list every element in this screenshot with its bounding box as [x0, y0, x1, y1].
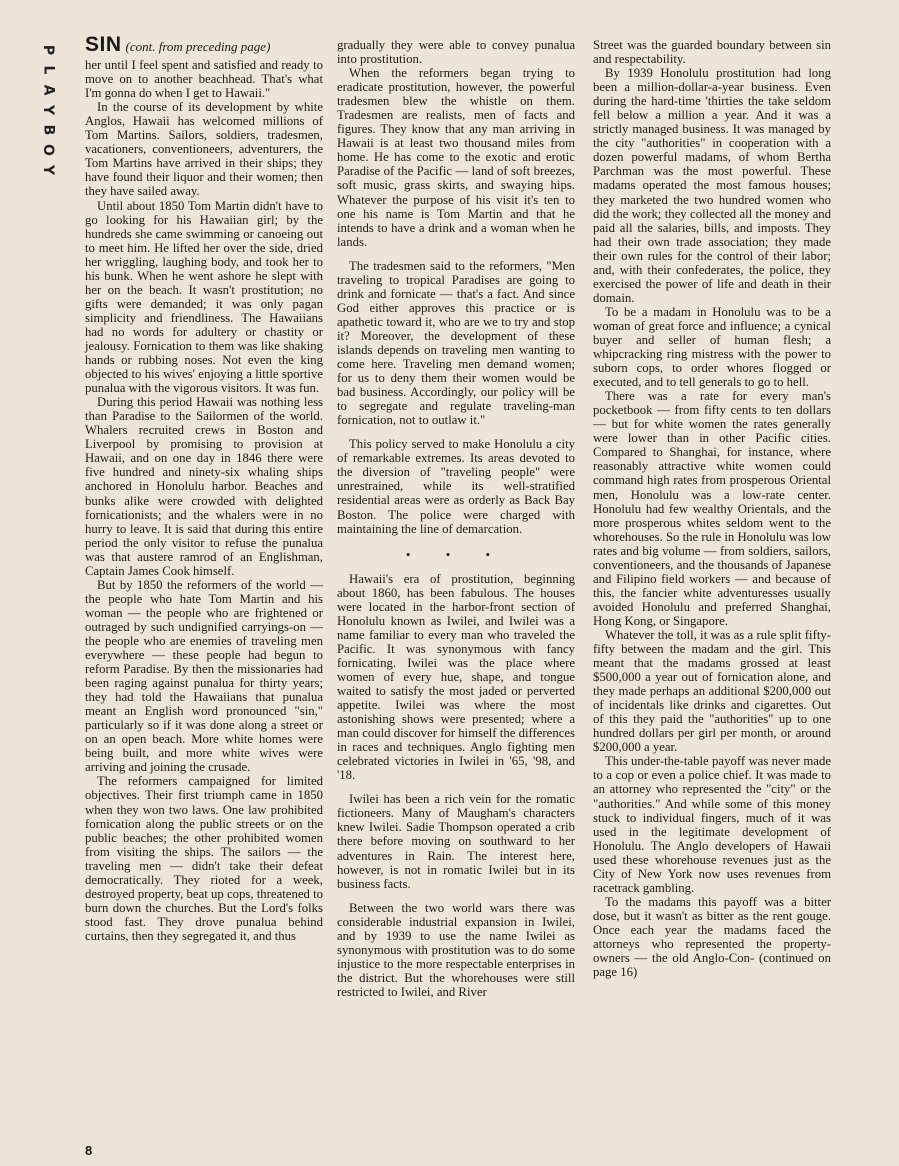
paragraph: Iwilei has been a rich vein for the romatic fictioneers. Many of Maugham's characters knew Iwilei. Sadie Thompson operated a crib there before moving on southward to her adventures in Rain. The interest here, however, is not in romatic Iwilei but in its business facts.: [337, 792, 575, 891]
paragraph: This policy served to make Honolulu a city of remarkable extremes. Its areas devoted to the diversion of "traveling people" were unrestrained, while its well-stratified residential areas were as orderly as Back Bay Boston. The police were charged with maintaining the line of demarcation.: [337, 437, 575, 536]
paragraph: To the madams this payoff was a bitter dose, but it wasn't as bitter as the rent gouge. Once each year the madams faced the attorneys who represented the property-owners — the old Anglo-Con- (continued on page 16): [593, 894, 831, 980]
paragraph: This under-the-table payoff was never made to a cop or even a police chief. It was made to an attorney who represented the "city" or the "authorities." And while some of this money stuck to individual fingers, much of it was used in the legitimate development of Honolulu. The Anglo developers of Hawaii used these whorehouse revenues just as the City of New York now uses revenues from racetrack gambling.: [593, 754, 831, 895]
paragraph: Until about 1850 Tom Martin didn't have to go looking for his Hawaiian girl; by the hundreds she came swimming or canoeing out to meet him. He lifted her over the side, dried her wriggling, laughing body, and took her to his bunk. When he went ashore he slept with her on the beach. It wasn't prostitution; no gifts were demanded; it was only pagan simplicity and friendliness. The Hawaiians had no words for adultery or chastity or jealousy. Fornication to them was like shaking hands or rubbing noses. Not even the king objected to his wives' enjoying a little sportive punalua with the vigorous visitors. It was fun.: [85, 198, 323, 396]
paragraph: By 1939 Honolulu prostitution had long been a million-dollar-a-year business. Even during the hard-time 'thirties the take seldom fell below a million a year. And it was a strictly managed business. It was managed by the city "authorities" in cooperation with a dozen powerful madams, of whom Bertha Parchman was the most powerful. These madams operated the most famous houses; they marketed the two hundred women who did the work; they collected all the money and paid all the salaries, bills, and imposts. They had their own trade association; they made their own rules for the control of their labor; and, with their confederates, the police, they exercised the power of life and death in their domain.: [593, 66, 831, 305]
magazine-spine-label: [38, 40, 58, 180]
paragraph: Whatever the toll, it was as a rule split fifty-fifty between the madam and the girl. This meant that the madams grossed at least $500,000 a year out of fornication alone, and they made perhaps an additional $200,000 out of incidentals like drinks and cigarettes. Out of this they paid the "authorities" up to one hundred dollars per girl per month, or around $200,000 a year.: [593, 627, 831, 755]
spine-letter: B: [39, 124, 56, 136]
section-break-dots: • • •: [405, 546, 507, 562]
article-column-1: [85, 33, 323, 943]
paragraph: In the course of its development by white Anglos, Hawaii has welcomed millions of Tom Martins. Sailors, soldiers, tradesmen, vacationers, conventioneers, adventurers, the Tom Martins have arrived in their ships; they have found their liquor and their women; then they have sailed away.: [85, 100, 323, 199]
paragraph: But by 1850 the reformers of the world — the people who hate Tom Martin and his woman — the people who are frightened or outraged by such undignified carryings-on — the people who are enemies of traveling men everywhere — these people had begun to reform Paradise. By then the missionaries had been raging against punalua for thirty years; they had told the Hawaiians that punalua meant an English word pronounced "sin," particularly so if it was done along a street or on an open beach. More white homes were being built, and more white wives were arriving and joining the crusade.: [85, 577, 323, 775]
spine-letter: P: [39, 44, 56, 56]
paragraph: To be a madam in Honolulu was to be a woman of great force and influence; a cynical buyer and seller of human flesh; a whipcracking ring mistress with the power to suborn cops, to order whores flogged or executed, and to tell generals to go to hell.: [593, 304, 831, 390]
paragraph: There was a rate for every man's pocketbook — from fifty cents to ten dollars — but for white women the rates generally were lower than in other Pacific cities. Compared to Shanghai, for instance, where reasonably attractive white women could command high rates from prosperous Oriental men, Honolulu was a low-rate center. Honolulu had few wealthy Orientals, and the more prosperous whites seldom went to the whorehouses. So the rule in Honolulu was low rates and big volume — from soldiers, sailors, conventioneers, and the thousands of Japanese and Filipino field workers — and because of this, the fancier white adventuresses usually avoided Honolulu and preferred Shanghai, Hong Kong, or Singapore.: [593, 389, 831, 628]
paragraph: The tradesmen said to the reformers, "Men traveling to tropical Paradises are going to drink and fornicate — that's a fact. And since God either approves this practice or is apathetic toward it, who are we to try and stop it? Moreover, the development of these islands depends on traveling men wanting to come here. Traveling men demand women; for us to deny them their women would be bad business. Accordingly, our policy will be to segregate and regulate traveling-man fornication, not to outlaw it.": [337, 258, 575, 428]
article-column-2: [337, 38, 575, 999]
paragraph: Street was the guarded boundary between sin and respectability.: [593, 38, 831, 67]
paragraph: The reformers campaigned for limited objectives. Their first triumph came in 1850 when they won two laws. One law prohibited fornication along the public streets or on the public beaches; the other prohibited women from visiting the ships. The sailors — the traveling men — didn't take their defeat democratically. They rioted for a week, destroyed property, beat up cops, threatened to burn down the churches. But the Lord's folks stood fast. They drove punalua behind curtains, then they segregated it, and thus: [85, 774, 323, 943]
spine-letter: O: [40, 144, 56, 156]
paragraph: During this period Hawaii was nothing less than Paradise to the Sailormen of the world. Whalers recruited crews in Boston and Liverpool by promising to provision at Hawaii, and on one day in 1846 there were five hundred and ninety-six whaling ships anchored in Honolulu harbor. Beaches and bunks alike were crowded with delighted fornicationists; and the whalers were in no hurry to leave. It is said that during this entire period the only visitor to refuse the punalua was that austere ramrod of an Englishman, Captain James Cook himself.: [85, 395, 323, 578]
article-title: SIN: [85, 33, 122, 56]
spine-letter: Y: [39, 164, 56, 176]
article-heading: [85, 33, 323, 56]
spine-letter: L: [39, 65, 56, 75]
paragraph: her until I feel spent and satisfied and ready to move on to another beachhead. That's what I'm gonna do when I get to Hawaii.": [85, 58, 323, 101]
paragraph: Between the two world wars there was considerable industrial expansion in Iwilei, and by 1939 to use the name Iwilei as synonymous with prostitution was to do some injustice to the more respectable enterprises in the district. But the whorehouses were still restricted to Iwilei, and River: [337, 900, 575, 999]
spine-letter: Y: [39, 104, 56, 116]
article-column-3: [593, 38, 831, 979]
page-number: 8: [85, 1143, 93, 1158]
spine-letter: A: [40, 84, 56, 96]
paragraph: gradually they were able to convey punalua into prostitution.: [337, 38, 575, 67]
paragraph: When the reformers began trying to eradicate prostitution, however, the powerful tradesmen blew the whistle on them. Tradesmen are realists, men of facts and figures. They know that any man arriving in Hawaii is at least two thousand miles from home. He has come to the exotic and erotic Paradise of the Pacific — land of soft breezes, soft music, grass skirts, and swaying hips. Whatever the purpose of his visit it's ten to one his name is Tom Martin and that he intends to have a drink and a woman when he lands.: [337, 66, 575, 249]
paragraph: Hawaii's era of prostitution, beginning about 1860, has been fabulous. The houses were located in the harbor-front section of Honolulu known as Iwilei, and Iwilei was a name familiar to every man who traveled the Pacific. It was synonymous with fancy fornicating. Iwilei was the place where women of every hue, shape, and tongue waited to satisfy the most jaded or perverted appetite. Iwilei was where the most astonishing shows were presented; where a man could discover for himself the differences in races and techniques. Anglo fighting men celebrated victories in Iwilei in '65, '98, and '18.: [337, 571, 575, 783]
continuation-note: (cont. from preceding page): [125, 39, 271, 54]
